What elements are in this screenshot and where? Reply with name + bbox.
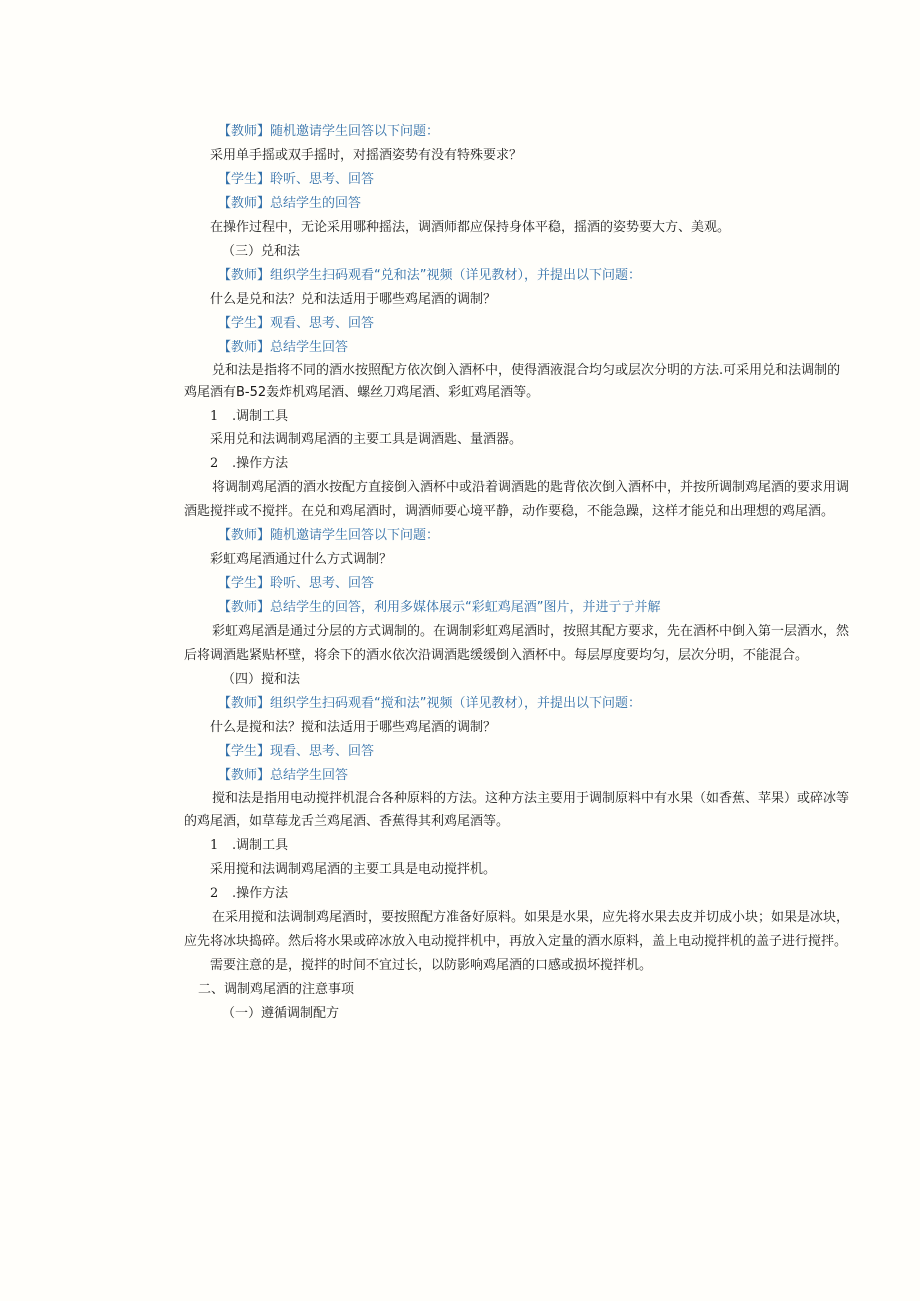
paragraph-line: 将调制鸡尾酒的酒水按配方直接倒入酒杯中或沿着调酒匙的匙背依次倒入酒杯中，并按所调制鸡尾酒的要求用调	[212, 480, 850, 495]
numbered-heading	[210, 837, 288, 855]
paragraph-line: 后将调酒匙紧贴杯壁，将余下的酒水依次沿调酒匙缓缓倒入酒杯中。每层厚度要均匀，层次分明，不能混合。	[184, 648, 809, 663]
teacher-summary: 【教师】总结学生回答	[218, 340, 349, 355]
numbered-heading	[210, 455, 288, 473]
paragraph-line: 在采用搅和法调制鸡尾酒时，要按照配方准备好原料。如果是水果，应先将水果去皮并切成小块；如果是冰块，	[212, 910, 850, 925]
teacher-summary: 【教师】总结学生的回答，利用多媒体展示“彩虹鸡尾酒”图片，并进亍亍并解	[218, 600, 661, 615]
chapter-heading: 二、调制鸡尾酒的注意事项	[198, 982, 355, 997]
paragraph-line: 应先将冰块捣碎。然后将水果或碎冰放入电动搅拌机中，再放入定量的酒水原料，盖上电动搅拌机的盖子进行搅拌。	[184, 934, 848, 949]
item-title: .调制工具	[232, 409, 289, 424]
item-title: .调制工具	[232, 838, 289, 853]
item-number: 1	[210, 838, 219, 853]
section-heading-duihe: （三）兑和法	[222, 244, 301, 259]
paragraph-line: 搅和法是指用电动搅拌机混合各种原料的方法。这种方法主要用于调制原料中有水果（如香蕉、苹果）或碎冰等	[212, 791, 850, 806]
question-text: 什么是搅和法？搅和法适用于哪些鸡尾酒的调制？	[210, 720, 497, 735]
student-activity: 【学生】观看、思考、回答	[218, 316, 375, 331]
item-title: .操作方法	[232, 456, 289, 471]
paragraph-line: 彩虹鸡尾酒是通过分层的方式调制的。在调制彩虹鸡尾酒时，按照其配方要求，先在酒杯中倒入第一层酒水，然	[212, 624, 850, 639]
teacher-prompt: 【教师】组织学生扫码观看“兑和法”视频（详见教材），并提出以下问题：	[218, 268, 641, 283]
numbered-heading	[210, 885, 288, 903]
paragraph-line: 兑和法是指将不同的酒水按照配方依次倒入酒杯中，使得酒液混合均匀或层次分明的方法.可采用兑和法调制的	[212, 363, 841, 378]
item-number: 1	[210, 409, 219, 424]
paragraph-line: 的鸡尾酒，如草莓龙舌兰鸡尾酒、香蕉得其利鸡尾酒等。	[184, 814, 510, 829]
teacher-prompt: 【教师】随机邀请学生回答以下问题：	[218, 124, 440, 139]
teacher-summary: 【教师】总结学生回答	[218, 768, 349, 783]
paragraph-line: 需要注意的是，搅拌的时间不宜过长，以防影响鸡尾酒的口感或损坏搅拌机。	[210, 958, 653, 973]
paragraph-line: 采用搅和法调制鸡尾酒的主要工具是电动搅拌机。	[210, 862, 497, 877]
question-text: 彩虹鸡尾酒通过什么方式调制？	[210, 552, 393, 567]
paragraph-line: 酒匙搅拌或不搅拌。在兑和鸡尾酒时，调酒师要心境平静，动作要稳，不能急躁，这样才能兑和出理想的鸡尾酒。	[184, 504, 835, 519]
paragraph-line: 采用兑和法调制鸡尾酒的主要工具是调酒匙、量酒器。	[210, 432, 523, 447]
teacher-prompt: 【教师】组织学生扫码观看“搅和法”视频（详见教材），并提出以下问题：	[218, 696, 641, 711]
student-activity: 【学生】聆听、思考、回答	[218, 576, 375, 591]
teacher-prompt: 【教师】随机邀请学生回答以下问题：	[218, 528, 440, 543]
item-number: 2	[210, 456, 219, 471]
answer-paragraph: 在操作过程中，无论采用哪种摇法，调酒师都应保持身体平稳，摇酒的姿势要大方、美观。	[210, 220, 731, 235]
paragraph-line: 鸡尾酒有B-52轰炸机鸡尾酒、螺丝刀鸡尾酒、彩虹鸡尾酒等。	[184, 385, 540, 400]
question-text: 采用单手摇或双手摇时，对摇酒姿势有没有特殊要求？	[210, 148, 523, 163]
student-activity: 【学生】聆听、思考、回答	[218, 172, 375, 187]
student-activity: 【学生】现看、思考、回答	[218, 744, 375, 759]
section-heading-jiaohe: （四）搅和法	[222, 672, 301, 687]
item-number: 2	[210, 886, 219, 901]
numbered-heading	[210, 408, 288, 426]
teacher-summary: 【教师】总结学生的回答	[218, 196, 362, 211]
item-title: .操作方法	[232, 886, 289, 901]
section-heading: （一）遵循调制配方	[222, 1006, 340, 1021]
question-text: 什么是兑和法？兑和法适用于哪些鸡尾酒的调制？	[210, 292, 497, 307]
